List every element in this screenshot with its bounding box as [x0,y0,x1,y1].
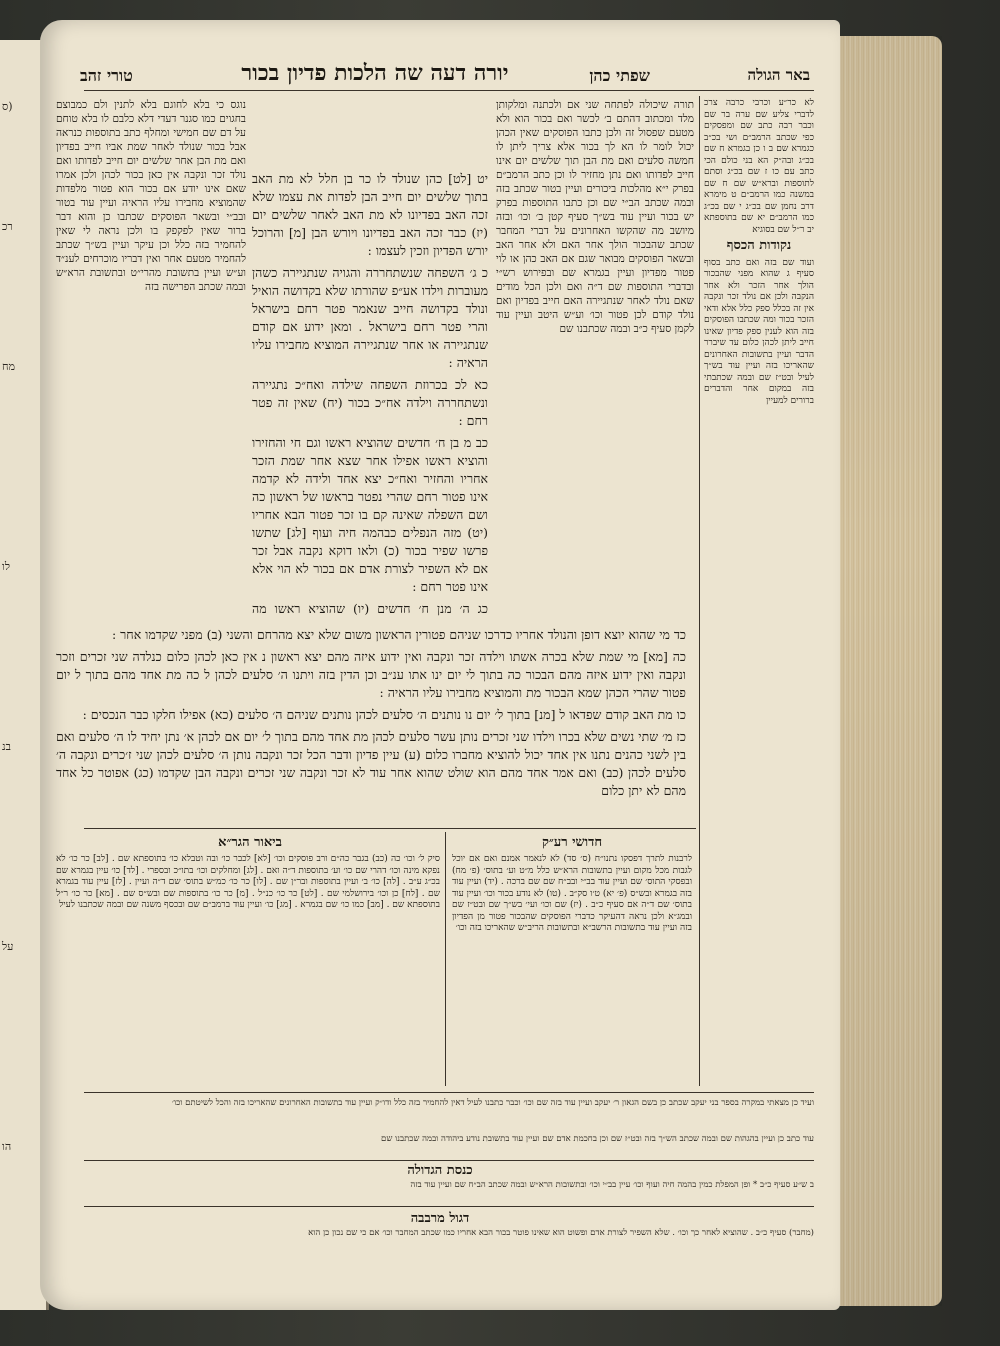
be-er-hagolah-column [704,98,814,1083]
seif-24: כד מי שהוא יוצא דופן והנולד אחריו כדרכו שניהם פטורין הראשון משום שלא יצא מהרחם והשני (ב) מפני שקדמו אחר : [111,627,686,642]
gra-title: ביאור הגר״א [218,835,282,850]
seif-25: כה [מא] מי שמת שלא בכרה אשתו וילדה זכר ונקבה ואין ידוע איזה מהם יצא ראשון נ אין כאן לכהן כלום כנלדה שני זכרים וזכר ונקבה ואין ידוע איזה מהם הבכור כה בתוך לי יום ינו אתו ענ״ב וכן הדין בזה ויתנו ה׳ סלעים לכהן ל כה מת אחד מהם בתוך ל יום פטור שהרי הכהן שמא הבכור מת והמוציא מחבירו עליו הראיה : [56,649,686,700]
page [40,20,840,1310]
rabbi-akiva-eiger-title: חדושי רע״ק [541,835,603,850]
degel-merevavah-text: (מחבר) סעיף כ״ב . שהוציא לאחר כך וכו׳ . שלא השפיר לצורת אדם ופשוט הוא שאינו פוטר בכור הבא אחריו כמו שכתב המחבר וכו׳ אם כי שם נכון כן הוא [308,1228,814,1238]
nekudot-hakesef-title: נקודות הכסף [726,238,792,253]
nekudot-hakesef-text: ועוד שם בזה ואם כתב בסוף סעיף ג שהוא מפני שהבכור הולך אחר הזכר ולא אחר הנקבה ולכן אם נולד זכר ונקבה אין זה בכלל ספק כלל אלא ודאי הזכר בכור ומה שכתבו הפוסקים בזה הוא לענין ספק פדיון שאינו חייב ליתן לכהן כלום עד שיברר הדבר ועיין בתשובות האחרונים שהאריכו בזה ועיין עוד בש״ך לעיל ובט״ז שם ובמה שכתבתי בזה במקום אחר והדברים ברורים למעיין [704,257,814,406]
be-er-hagolah-text: לא כר״ע וכרבי כרבה צרכ לדברי צליע שם ערה בר שם וכבר רבה כתב שם ומפסקים כפי שכתב הרמב״ם ושי בכ״ב כגמרא שם ב ו כן בגמרא ח שם בכ״ג ובה״ק הא בני כולם הכי כתב עם כו ז שם בכ״ג וסתם לתוספות וברא״ש שם ח שם במשנה כמו הרמב״ם ט מימרא דרב נחמן שם בכ״ג י שם בכ״ג כמו הרמב״ם יא שם בתוספתא יב ר״ל שם בסוגיא [704,98,814,235]
header-rule [84,90,814,91]
seif-20: כ ג׳ השפחה שנשתחררה והגויה שנתגיירה כשהן מעוברות וילדו אע״פ שהורתו שלא בקדושה הואיל ונולד בקדושה חייב שנאמר פטר רחם בישראל והרי פטר רחם בישראל . ומאן ידוע אם קודם שנתגיירה או אחר שנתגיירה המוציא מחבירו עליו הראיה : [252,265,488,370]
taz-column [56,98,246,696]
seif-27: כז מ׳ שתי נשים שלא בכרו וילדו שני זכרים נותן עשר סלעים לכהן מת אחד מהם בתוך ל׳ יום אם לכהן א׳ נתן יחיד לו ה׳ סלעים ואם בין לשני כהנים נתנו אין אחד יכול להוציא מחברו כלום (ע) עיין פדיון ודבר הכל זכר ונקבה נותן ה׳ סלעים לכהן שני ז׳כרים ונקבה ה׳ סלעים לכהן (כב) ואם אמר אחד מהם הוא שולט שהוא אחר עוד לא זכר ונקבה שני זכרים ונקבה הבן שקדמו (כג) אפוטר כל אחד מהם לא יתן כלום [56,729,686,798]
header-be-er-hagolah: באר הגולה [747,66,810,84]
footer-rule [84,1092,814,1093]
shach-text: תורה שיכולה לפתחה שני אם ולכתנה ומלקותן מלד ומכתוב דהתם ב׳ לכשר ואם בכור הוא ולא מטעם שפסול זה ולכן כתבו הפוסקים שאין הכהן יכול לומר לו הא לך בכור אלא צריך ליתן לו חמשה סלעים ואם מת הבן תוך שלשים יום אינו חייב לפדותו ואם נתן מחזיר לו וכן כתב הרמב״ם בפרק י״א מהלכות ביכורים ועיין בטור שכתב בזה ובמה שכתב הב״י שם וכן כתבו התוספות בפרק יש בכור ועיין עוד בש״ך סעיף קטן ב׳ וכו׳ ובזה מיושב מה שהקשו האחרונים על דברי המחבר שכתב שהבכור הולך אחר האם ולא אחר האב ובשאר הפוסקים מבואר שגם אם האב כהן או לוי פטור מפדיון ועיין בגמרא שם ובפירוש רש״י ובדברי התוספות שם ד״ה ואם ולכן הכל מודים שאם נולד לאחר שנתגיירה האם חייב בפדיון ואם נולד קודם לכן פטור וכו׳ וע״ש היטב ועיין עוד לקמן סעיף כ״ב ובמה שכתבנו שם [496,99,694,335]
knesset-hagedolah-title: כנסת הגדולה [407,1163,473,1178]
header-taz: טורי זהב [80,66,133,85]
seif-23: כג ה׳ מנן ח׳ חדשים (יו) שהוציא ראשו מה [252,601,488,616]
commentary-rule [84,828,696,829]
header-main-title: יורה דעה שה הלכות פדיון בכור [241,60,509,86]
column-divider-2 [445,832,446,1086]
previous-page-edge: (ס רכ מח לו בנ על הו [0,40,49,1310]
gra-column [56,854,440,1086]
seif-26: כו מת האב קודם שפדאו ל [מנ] בתוך ל׳ יום נו נותנים ה׳ סלעים לכהן נותנים שניהם ה׳ סלעים (כא) אפילו חלקו כבר הנכסים : [82,707,686,722]
knesset-hagedolah-text: ב ש״ע סעיף כ״ב * ופן המפלת כמין בהמה חיה ועוף וכו׳ עיין בב״י וכו׳ ובתשובות הרא״ש ובמה שכתב הב״ח שם ועיין עוד בזה [410,1180,814,1190]
column-divider [699,96,700,1086]
shulchan-aruch-wide [56,626,686,822]
shulchan-aruch-inner [252,170,488,620]
gra-text: סיק ל׳ וכו׳ כה (כב) בגבר כה״ם ורב פוסקים וכו׳ [לא] לכבר כו׳ ובה וטבלא כו׳ בתוספתא שם . [לב] כר כו׳ לא נפקא מינה וכו׳ דהרי שם כו׳ וע׳ בתוספות ד״ה ואם . [לג] ומחלקים וכו׳ בתו״כ ובספרי . [לד] כו׳ עיין בגמרא שם בכ״ג ע״ב . [לה] כו׳ ב׳ ועיין בתוספות ובר״ן שם . [לו] כר כו׳ כמ״ש בתוס׳ שם ד״ה ועיין . [לז] עיין עוד בגמרא שם . [לח] כן וכו׳ בירושלמי שם . [לט] כר כו׳ כנ״ל . [מ] כר כו׳ בתוספות שם ובש״ס שם . [מא] כר כו׳ ר״ל בתוספתא שם . [מב] כמו כו׳ שם בגמרא . [מג] כו׳ ועיין עוד ברמב״ם שם ובכסף משנה שם ובמה שכתבנו לעיל [56,854,440,910]
rabbi-akiva-eiger-text: לרבנות לתרך דפסקו נתנו״ח (ס׳ סד) לא לנאמר אמנם ואם אם יוכל לגבות מכל מקום ועיין בתשובות הרא״ש כלל מ״ט וע׳ בתוס׳ (פ׳ מח) ובפסקי התוס׳ שם ועיין עוד בב״י ובב״ח שם שם ברכה . (יד) ועיין עוד בזה בגמרא ובש״ס (פ׳ יא) ט׳ו סק״ב . (טו) לא נודע בכור וכו׳ ועיין עוד בתוס׳ שם ד״ה אם סעיף כ״ב . (יז) שם וכו׳ ועי׳ בש״ך שם ובט״ז שם ובמג״א ולכן נראה דהעיקר כדברי הפוסקים שהבכור פטור מן הפדיון בזה ועיין עוד בתשובות הרשב״א ובתשובות הריב״ש שהאריכו בזה וכו׳ [452,854,692,933]
page-edges [822,36,942,1306]
footer-rule-2 [84,1160,814,1161]
footnote-1: ועיד כן מצאתי במקרה בספר בני יעקב שכתב כן בשם הגאון ר׳ יעקב ועיין עוד בזה שם וכו׳ וכבר כתבנו לעיל דאין להחמיר בזה כלל ודו״ק ועיין עוד בתשובות האחרונים שהאריכו בזה והכל לשיטתם וכו׳ [171,1098,814,1108]
footer-rule-3 [84,1206,814,1207]
taz-text: נוגס כי בלא לחוגם בלא לתנין ולם כמבוצם בחגוים כמו סגנר דעדי דלא כלבם לו בלא טוחם על דם שם חמישי ומחלף כתב בתוספות כנראה אבל בכור שנולד לאחר שמת אביו חייב בפדיון ואם מת הבן אחר שלשים יום חייב לפדותו ואם נולד זכר ונקבה אין כאן בכור לכהן ולכן אמרו שאם אינו יודע אם בכור הוא פטור מלפדות שהמוציא מחבירו עליו הראיה ועיין עוד בטור ובב״י ובשאר הפוסקים שכתבו כן והוא דבר ברור שאין לפקפק בו ולכן נראה לי שאין להחמיר בזה כלל וכן עיקר ועיין בש״ך שכתב להחמיר מטעם אחר ואין דבריו מוכרחים לענ״ד וע״ש ועיין בתשובת מהרי״ט ובתשובת הרא״ש ובמה שכתב הפרישה בזה [56,99,246,293]
seif-21: כא לכ בכרוזת השפחה שילדה ואח״כ נתגיירה ונשתחררה וילדה אח״כ בכור (יח) שאין זה פטר רחם : [252,377,488,428]
degel-merevavah-title: דגול מרבבה [410,1211,470,1226]
seif-19: יט [לט] כהן שנולד לו כר בן חלל לא מת האב בתוך שלשים יום חייב הבן לפדות את עצמו שלא זכה האב בפדיונו לא מת האב לאחר שלשים יום (יז) כבר זכה האב בפדיונו ויורש הבן [מ] והרוכל יורש הפדיון וזכין לעצמו : [252,171,488,258]
shach-column [496,98,694,696]
rabbi-akiva-eiger-column [452,854,692,1086]
seif-22: כב מ בן ח׳ חדשים שהוציא ראשו וגם חי והחזירו והוציא ראשו אפילו אחר שצא אחר שמת הזכר אחריו והחזיר ואח״כ יצא אחד ולידה לא קדמה אינו פטור רחם שהרי נפטר בראשו של ראשון כה ושם השפלה שאינה קם בו זכר פטור הבא אחריו (יט) מזה הנפלים כבהמה חיה ועוף [לג] שתשו פרשו שפיר בכור (כ) ולאו דוקא נקבה אבל זכר אם לא השפיר לצורת אדם אם בכור לא הוי אלא אינו פטר רחם : [252,435,488,594]
header-shach: שפתי כהן [589,66,650,85]
footnote-2: עוד כתב כן ועיין בהגהות שם ובמה שכתב הש״ך בזה ובט״ז שם וכן בחכמת אדם שם ועיין עוד בתשובת נודע ביהודה ובמה שכתבנו שם [381,1134,814,1144]
